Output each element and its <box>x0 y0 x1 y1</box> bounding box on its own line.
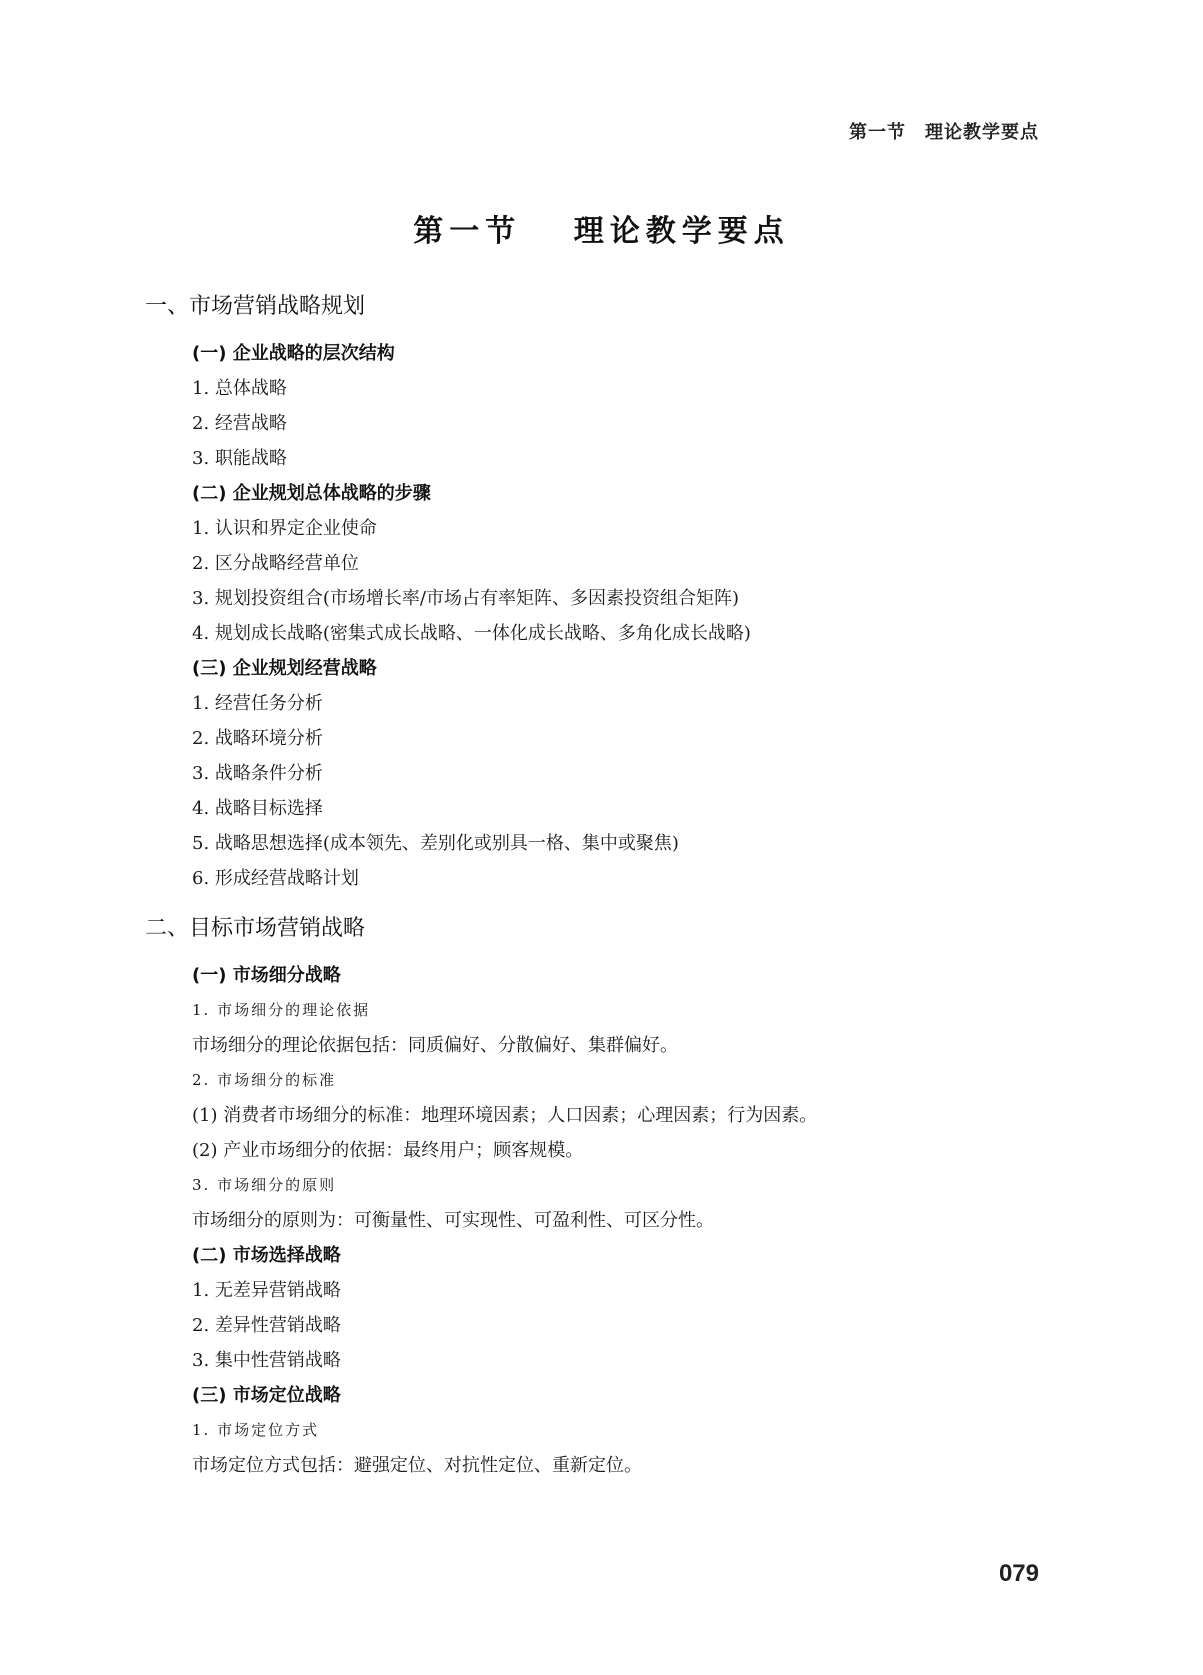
minor-heading: 3. 市场细分的原则 <box>192 1176 337 1194</box>
page-number: 079 <box>998 1560 1039 1587</box>
minor-heading: 1. 市场细分的理论依据 <box>192 1001 371 1019</box>
subsection-heading: (三) 市场定位战略 <box>192 1385 341 1406</box>
subsection-heading: (二) 市场选择战略 <box>192 1245 341 1266</box>
page-content <box>0 292 1203 1483</box>
list-item: 1. 经营任务分析 <box>192 693 323 714</box>
section-heading-1: 一、市场营销战略规划 <box>145 294 366 319</box>
paragraph: (2) 产业市场细分的依据：最终用户；顾客规模。 <box>192 1140 584 1161</box>
list-item: 4. 战略目标选择 <box>192 798 323 819</box>
subsection-heading: (三) 企业规划经营战略 <box>192 658 377 679</box>
list-item: 2. 经营战略 <box>192 413 287 434</box>
paragraph: 市场细分的原则为：可衡量性、可实现性、可盈利性、可区分性。 <box>192 1210 714 1231</box>
list-item: 3. 战略条件分析 <box>192 763 323 784</box>
list-item: 3. 职能战略 <box>192 448 287 469</box>
list-item: 6. 形成经营战略计划 <box>192 868 359 889</box>
list-item: 4. 规划成长战略(密集式成长战略、一体化成长战略、多角化成长战略) <box>192 623 751 644</box>
list-item: 5. 战略思想选择(成本领先、差别化或别具一格、集中或聚焦) <box>192 833 679 854</box>
list-item: 2. 差异性营销战略 <box>192 1315 341 1336</box>
minor-heading: 2. 市场细分的标准 <box>192 1071 337 1089</box>
list-item: 3. 规划投资组合(市场增长率/市场占有率矩阵、多因素投资组合矩阵) <box>192 588 740 609</box>
section-1-body <box>0 336 1203 896</box>
section-heading-2: 二、目标市场营销战略 <box>145 916 366 941</box>
list-item: 1. 认识和界定企业使命 <box>192 518 377 539</box>
list-item: 2. 区分战略经营单位 <box>192 553 359 574</box>
subsection-heading: (一) 企业战略的层次结构 <box>192 343 395 364</box>
minor-heading: 1. 市场定位方式 <box>192 1421 320 1439</box>
subsection-heading: (一) 市场细分战略 <box>192 965 341 986</box>
subsection-heading: (二) 企业规划总体战略的步骤 <box>192 483 431 504</box>
paragraph: 市场定位方式包括：避强定位、对抗性定位、重新定位。 <box>192 1455 642 1476</box>
list-item: 1. 总体战略 <box>192 378 287 399</box>
list-item: 2. 战略环境分析 <box>192 728 323 749</box>
list-item: 3. 集中性营销战略 <box>192 1350 341 1371</box>
list-item: 1. 无差异营销战略 <box>192 1280 341 1301</box>
paragraph: (1) 消费者市场细分的标准：地理环境因素；人口因素；心理因素；行为因素。 <box>192 1105 818 1126</box>
chapter-title: 第一节 理论教学要点 <box>413 214 790 249</box>
paragraph: 市场细分的理论依据包括：同质偏好、分散偏好、集群偏好。 <box>192 1035 678 1056</box>
running-head: 第一节 理论教学要点 <box>849 122 1039 143</box>
section-2-body <box>0 958 1203 1483</box>
